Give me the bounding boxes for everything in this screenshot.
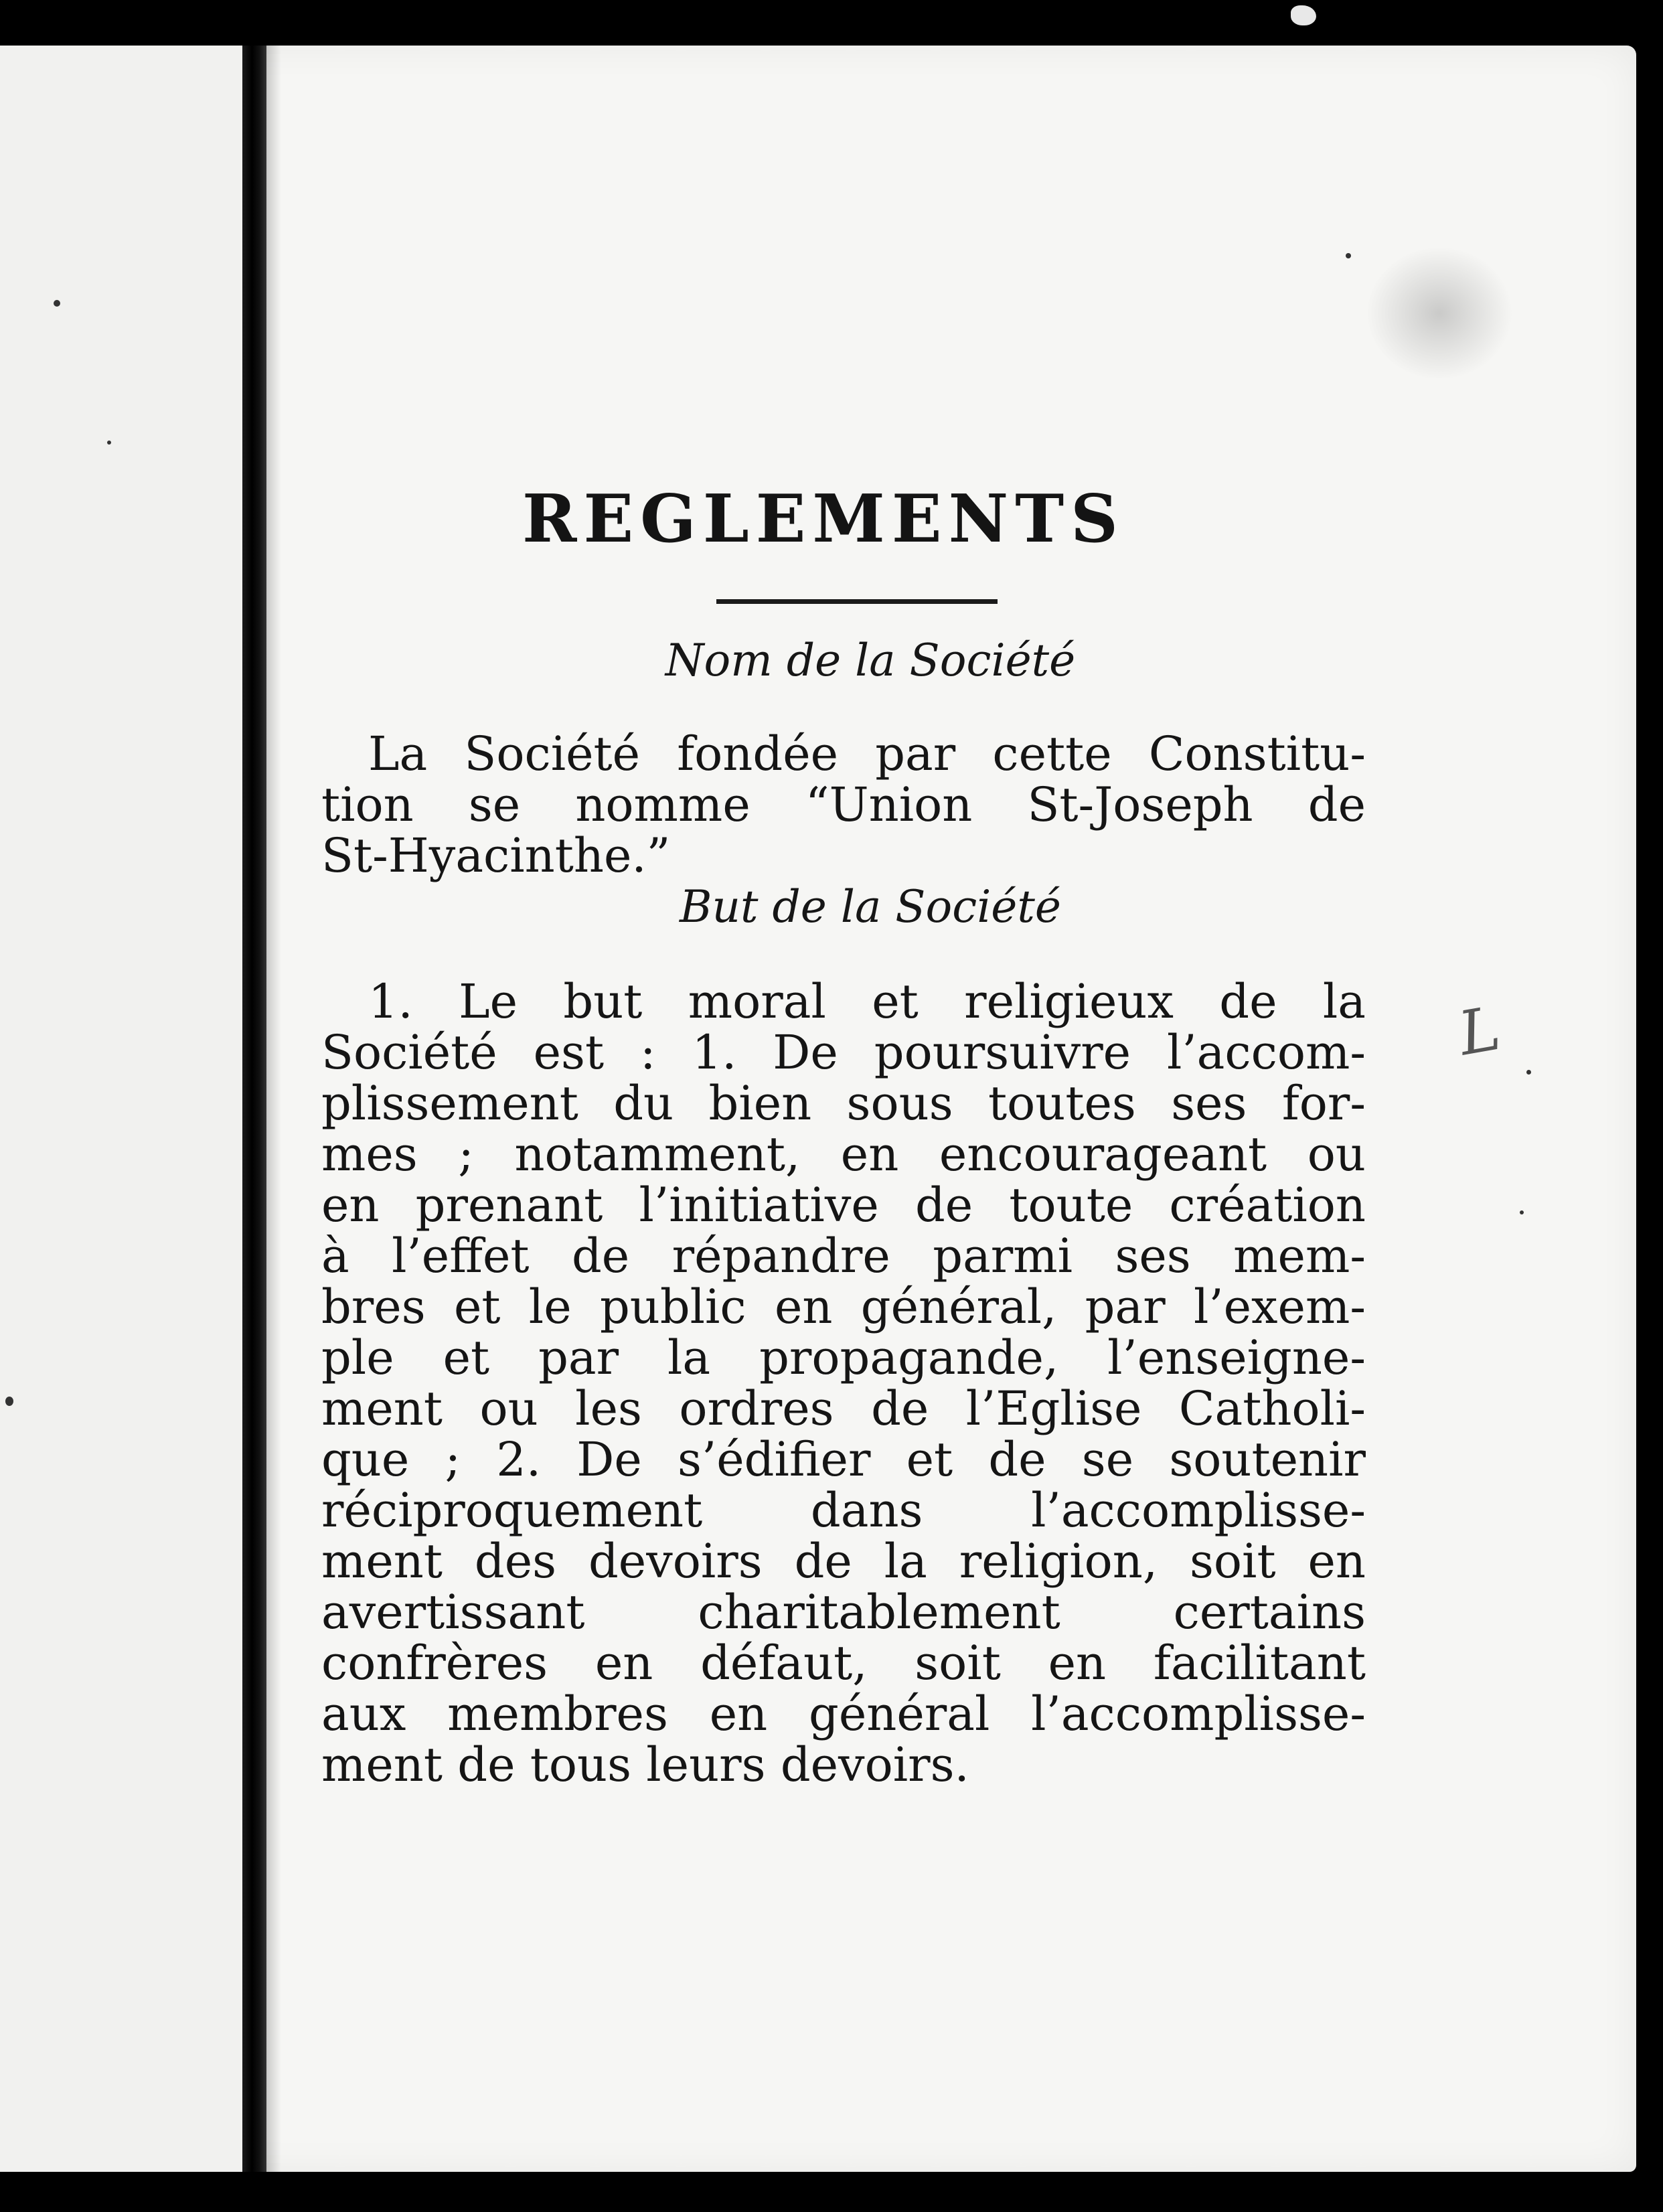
book-spine xyxy=(242,46,266,2172)
text-line: Société est : 1. De poursuivre l’accom- xyxy=(321,1025,1366,1080)
text-line: tion se nomme “Union St-Joseph de xyxy=(321,777,1366,832)
text-line: aux membres en général l’accomplisse- xyxy=(321,1686,1366,1741)
text-line: St-Hyacinthe.” xyxy=(321,828,671,883)
facing-page xyxy=(0,46,242,2172)
text-line: à l’effet de répandre parmi ses mem- xyxy=(321,1229,1366,1283)
text-line: avertissant charitablement certains xyxy=(321,1585,1366,1640)
pencil-margin-mark: L xyxy=(1453,993,1506,1070)
text-line: que ; 2. De s’édifier et de se soutenir xyxy=(321,1432,1366,1487)
section-body-name xyxy=(321,728,1366,881)
text-line: 1. Le but moral et religieux de la xyxy=(368,974,1366,1029)
heading-rule xyxy=(716,599,998,604)
text-line: réciproquement dans l’accomplisse- xyxy=(321,1483,1366,1538)
section-title-purpose: But de la Société xyxy=(680,881,1061,933)
text-line: mes ; notamment, en encourageant ou xyxy=(321,1127,1366,1182)
spine-shadow xyxy=(266,46,281,2172)
dust-speck xyxy=(54,300,60,307)
dust-speck xyxy=(5,1397,13,1406)
text-line: ment ou les ordres de l’Eglise Catholi- xyxy=(321,1381,1366,1436)
text-line: ment de tous leurs devoirs. xyxy=(321,1737,969,1792)
text-page xyxy=(281,46,1636,2172)
corner-blot xyxy=(1291,5,1316,25)
section-body-purpose xyxy=(321,976,1366,1790)
page-heading: REGLEMENTS xyxy=(522,481,1125,558)
text-line: La Société fondée par cette Constitu- xyxy=(368,726,1366,781)
text-line: confrères en défaut, soit en facilitant xyxy=(321,1636,1366,1690)
scanned-page xyxy=(0,46,1636,2172)
text-line: ple et par la propagande, l’enseigne- xyxy=(321,1330,1366,1385)
text-line: bres et le public en général, par l’exem- xyxy=(321,1279,1366,1334)
dust-speck xyxy=(107,441,111,445)
dust-speck xyxy=(1526,1070,1531,1075)
text-line: plissement du bien sous toutes ses for- xyxy=(321,1076,1366,1131)
section-title-name: Nom de la Société xyxy=(665,635,1076,686)
text-line: en prenant l’initiative de toute création xyxy=(321,1178,1366,1233)
dust-speck xyxy=(1346,253,1351,258)
dust-speck xyxy=(1520,1210,1524,1214)
text-line: ment des devoirs de la religion, soit en xyxy=(321,1534,1366,1589)
